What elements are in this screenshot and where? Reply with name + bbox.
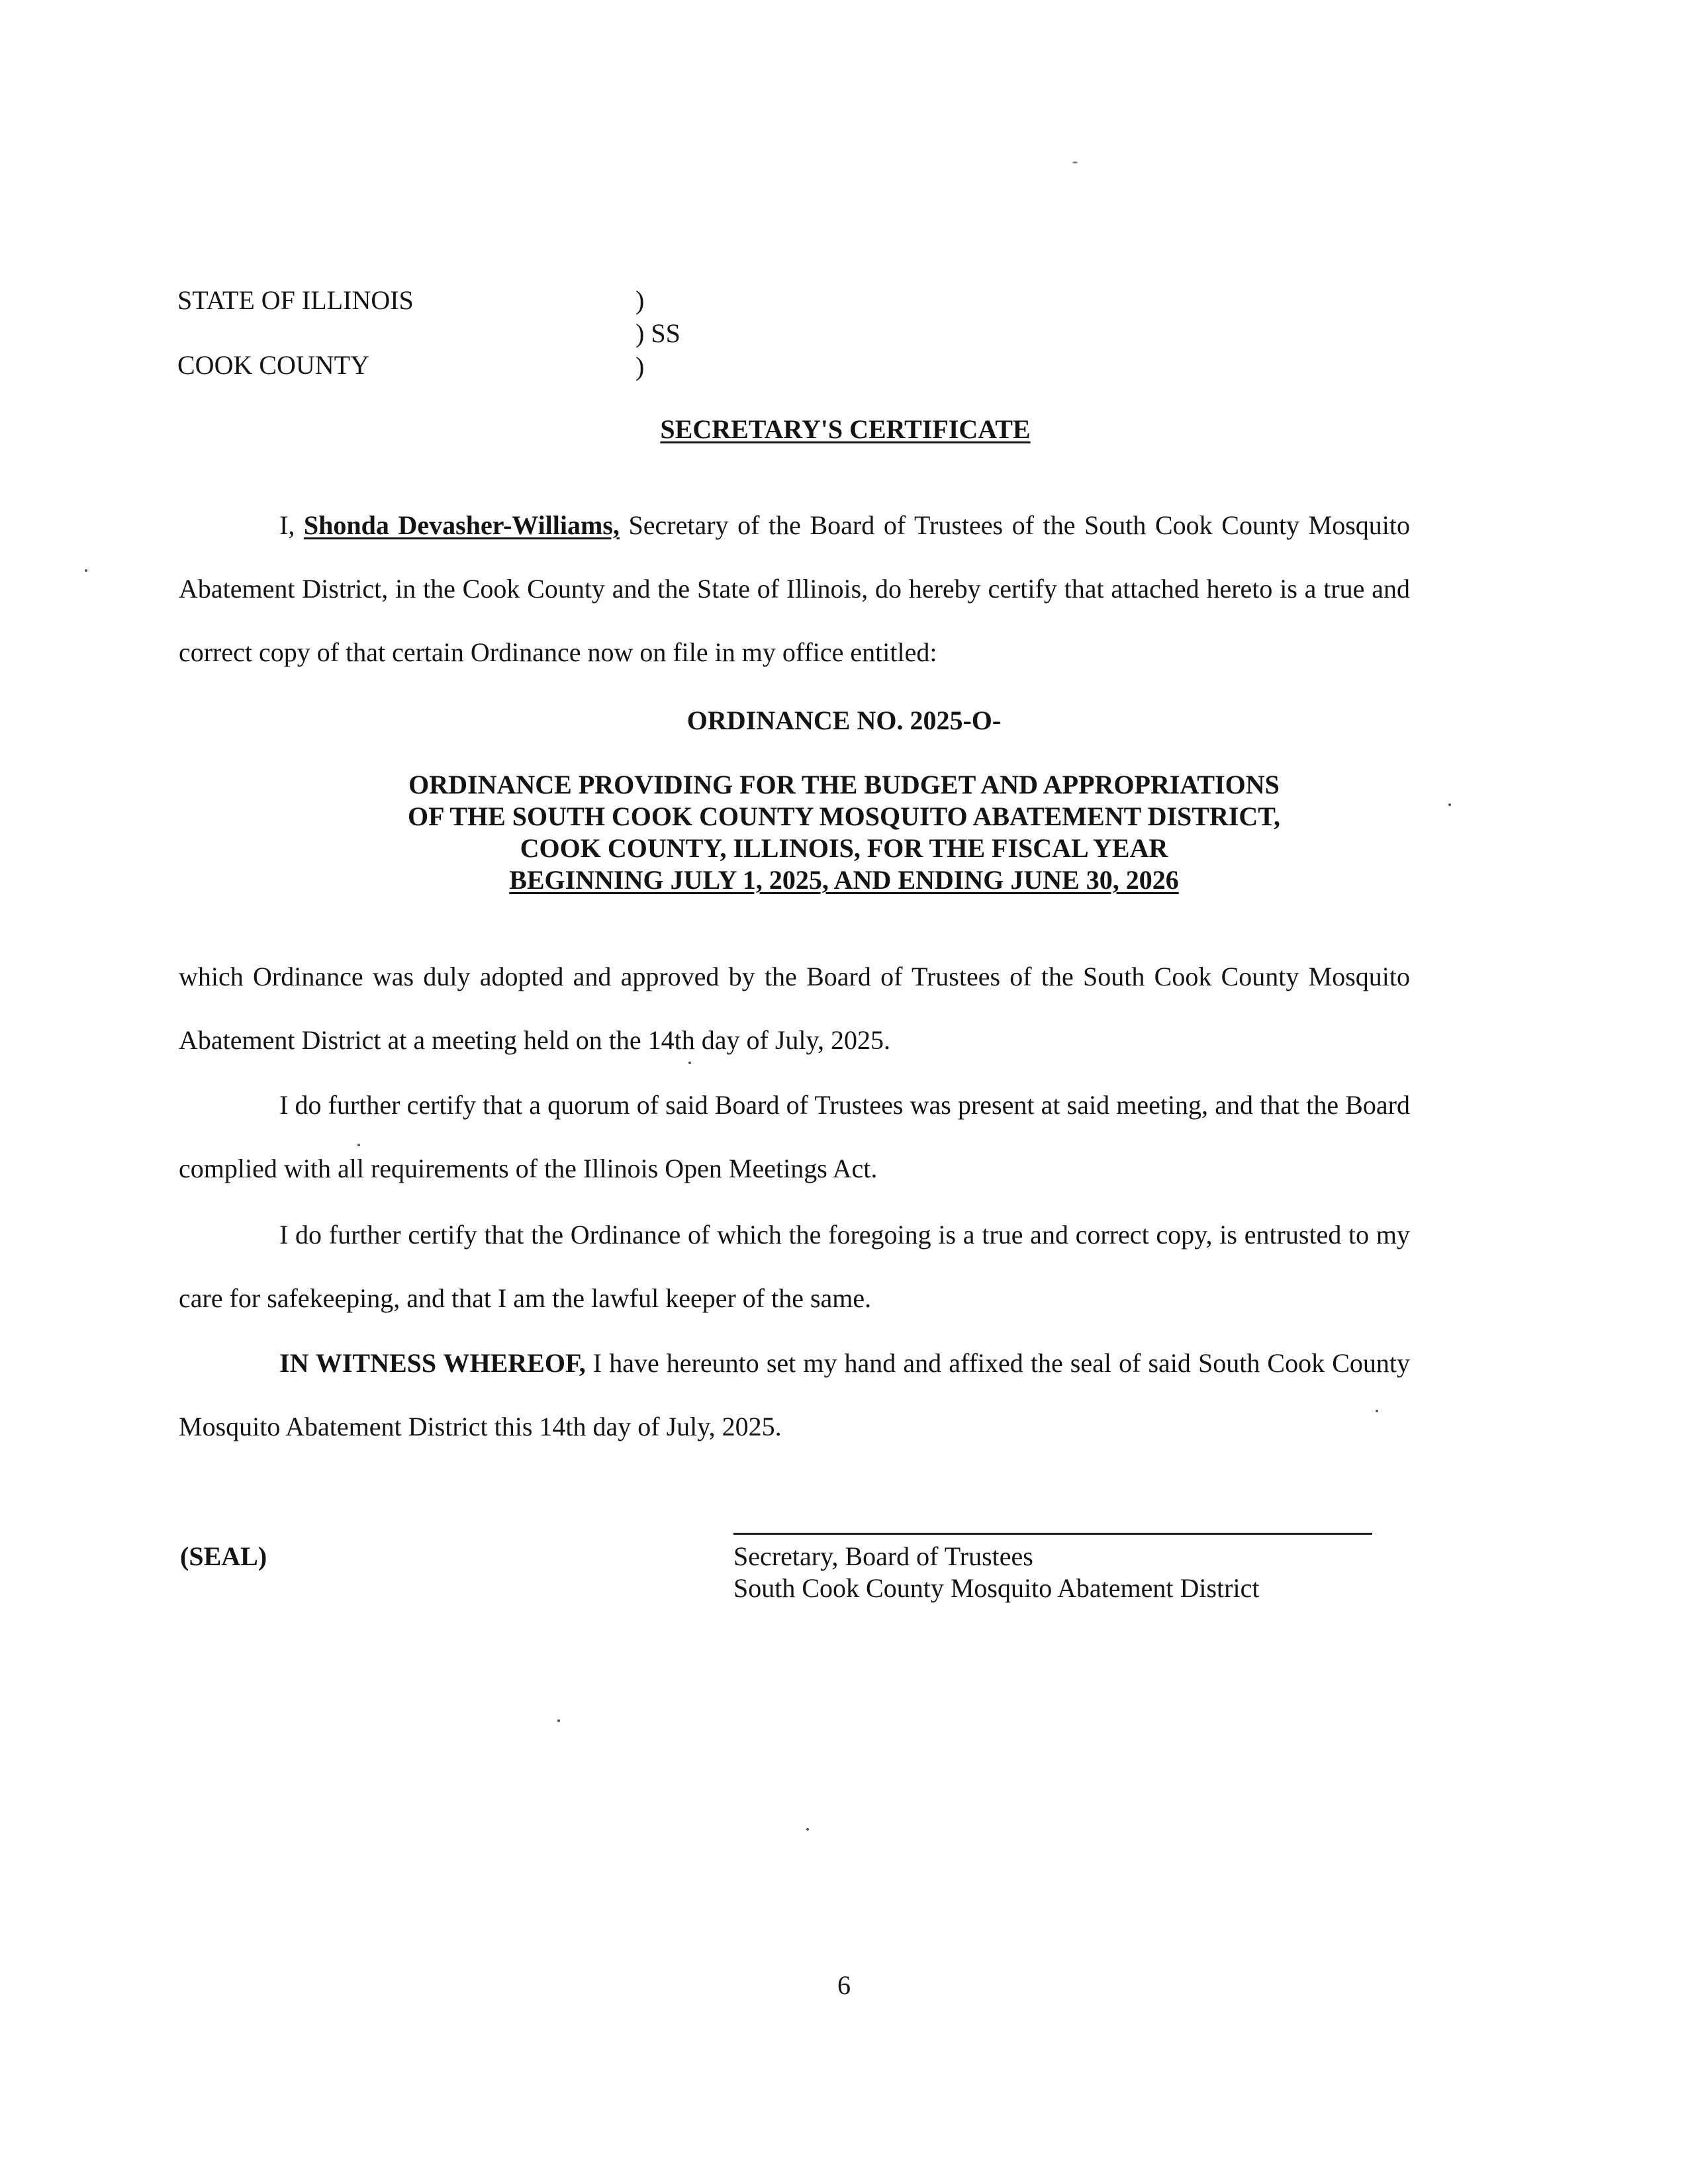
scan-speck [806,1828,809,1831]
intro-paragraph [179,494,1410,684]
ordinance-title-line-3: COOK COUNTY, ILLINOIS, FOR THE FISCAL YEAR [520,833,1168,863]
intro-prefix: I, [279,510,304,540]
ordinance-title-line-4-text: BEGINNING JULY 1, 2025, AND ENDING JUNE 30, 2026 [509,865,1179,895]
venue-paren-bottom: ) [635,351,645,381]
intro-rest: Secretary of the Board of Trustees of the South Cook County Mosquito Abatement District, in the Cook County and the State of Illinois, do hereby certify that attached hereto is a true and correct copy of that certain Ordinance now on file in my office entitled: [179,510,1411,667]
adoption-paragraph [179,945,1410,1072]
scan-speck [557,1719,560,1722]
seal-label: (SEAL) [180,1541,267,1571]
certificate-heading-text: SECRETARY'S CERTIFICATE [660,414,1031,444]
ordinance-title-line-1: ORDINANCE PROVIDING FOR THE BUDGET AND APPROPRIATIONS [408,770,1280,799]
scan-speck [1072,161,1078,163]
quorum-paragraph [179,1073,1410,1201]
secretary-name: Shonda Devasher-Williams, [303,510,620,540]
ordinance-title-line-2: OF THE SOUTH COOK COUNTY MOSQUITO ABATEMENT DISTRICT, [407,801,1281,831]
venue-paren-top: ) [635,285,645,315]
signature-organization: South Cook County Mosquito Abatement District [733,1573,1260,1603]
signature-title: Secretary, Board of Trustees [733,1541,1033,1571]
venue-state: STATE OF ILLINOIS [177,285,414,315]
quorum-text: I do further certify that a quorum of said Board of Trustees was present at said meeting, and that the Board complied with all requirements of the Illinois Open Meetings Act. [179,1090,1410,1183]
custody-paragraph [179,1203,1410,1330]
scan-speck [688,1062,691,1064]
custody-text: I do further certify that the Ordinance of which the foregoing is a true and correct copy, is entrusted to my care for safekeeping, and that I am the lawful keeper of the same. [179,1220,1410,1313]
scan-speck [357,1144,360,1146]
adoption-text: which Ordinance was duly adopted and approved by the Board of Trustees of the South Cook County Mosquito Abatement District at a meeting held on the 14th day of July, 2025. [179,962,1410,1055]
scan-speck [85,569,87,572]
ordinance-number: ORDINANCE NO. 2025-O- [686,705,1002,735]
witness-paragraph [179,1332,1410,1459]
scan-speck [1376,1410,1378,1412]
scan-speck [1448,803,1451,806]
ordinance-title-line-4 [0,864,1688,895]
signature-line [733,1533,1372,1535]
page-number: 6 [837,1970,851,2000]
venue-county: COOK COUNTY [177,350,369,380]
venue-paren-ss: ) SS [635,318,680,348]
certificate-heading [0,414,1688,445]
witness-rest: I have hereunto set my hand and affixed the seal of said South Cook County Mosquito Abatement District this 14th day of July, 2025. [179,1348,1410,1441]
witness-lead: IN WITNESS WHEREOF, [279,1348,586,1378]
